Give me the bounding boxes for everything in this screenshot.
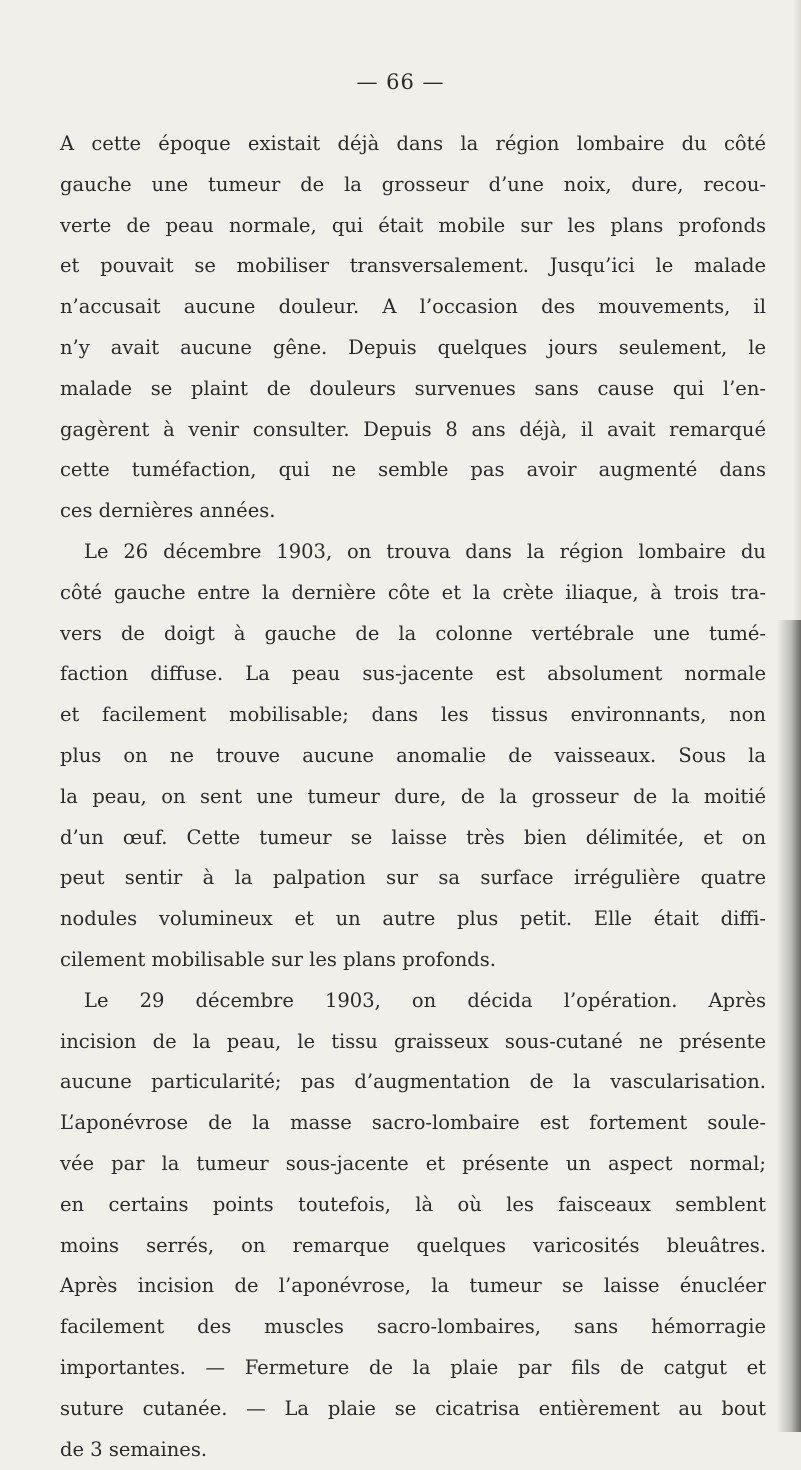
text-line: malade se plaint de douleurs survenues sans cause qui l’en- (60, 369, 766, 410)
text-line: moins serrés, on remarque quelques varicosités bleuâtres. (60, 1226, 766, 1267)
text-line: et pouvait se mobiliser transversalement. Jusqu’ici le malade (60, 246, 766, 287)
text-line: faction diffuse. La peau sus-jacente est absolument normale (60, 654, 766, 695)
page-number: — 66 — (0, 70, 801, 94)
text-line: n’accusait aucune douleur. A l’occasion des mouvements, il (60, 287, 766, 328)
text-line: ces dernières années. (60, 491, 766, 532)
text-line: verte de peau normale, qui était mobile sur les plans profonds (60, 206, 766, 247)
text-line: L’aponévrose de la masse sacro-lombaire est fortement soule- (60, 1103, 766, 1144)
text-line: aucune particularité; pas d’augmentation de la vascularisation. (60, 1062, 766, 1103)
text-line: nodules volumineux et un autre plus petit. Elle était diffi- (60, 899, 766, 940)
text-line: importantes. — Fermeture de la plaie par fils de catgut et (60, 1348, 766, 1389)
text-line: gauche une tumeur de la grosseur d’une noix, dure, recou- (60, 165, 766, 206)
text-line: plus on ne trouve aucune anomalie de vaisseaux. Sous la (60, 736, 766, 777)
text-line: cilement mobilisable sur les plans profonds. (60, 940, 766, 981)
text-line: la peau, on sent une tumeur dure, de la grosseur de la moitié (60, 777, 766, 818)
text-line: incision de la peau, le tissu graisseux sous-cutané ne présente (60, 1022, 766, 1063)
text-line: cette tuméfaction, qui ne semble pas avoir augmenté dans (60, 450, 766, 491)
text-line: côté gauche entre la dernière côte et la crète iliaque, à trois tra- (60, 573, 766, 614)
text-line: d’un œuf. Cette tumeur se laisse très bien délimitée, et on (60, 818, 766, 859)
text-line: et facilement mobilisable; dans les tissus environnants, non (60, 695, 766, 736)
text-line: Le 26 décembre 1903, on trouva dans la région lombaire du (60, 532, 766, 573)
text-line: peut sentir à la palpation sur sa surface irrégulière quatre (60, 858, 766, 899)
text-line: facilement des muscles sacro-lombaires, sans hémorragie (60, 1307, 766, 1348)
text-line: suture cutanée. — La plaie se cicatrisa entièrement au bout (60, 1389, 766, 1430)
text-line: gagèrent à venir consulter. Depuis 8 ans déjà, il avait remarqué (60, 410, 766, 451)
text-line: vers de doigt à gauche de la colonne vertébrale une tumé- (60, 614, 766, 655)
text-line: A cette époque existait déjà dans la région lombaire du côté (60, 124, 766, 165)
text-line: Le 29 décembre 1903, on décida l’opération. Après (60, 981, 766, 1022)
body-text (60, 124, 766, 1470)
text-line: Après incision de l’aponévrose, la tumeur se laisse énucléer (60, 1266, 766, 1307)
text-line: de 3 semaines. (60, 1430, 766, 1470)
text-line: vée par la tumeur sous-jacente et présente un aspect normal; (60, 1144, 766, 1185)
page-edge-shadow (777, 620, 801, 1432)
text-line: en certains points toutefois, là où les faisceaux semblent (60, 1185, 766, 1226)
text-line: n’y avait aucune gêne. Depuis quelques jours seulement, le (60, 328, 766, 369)
